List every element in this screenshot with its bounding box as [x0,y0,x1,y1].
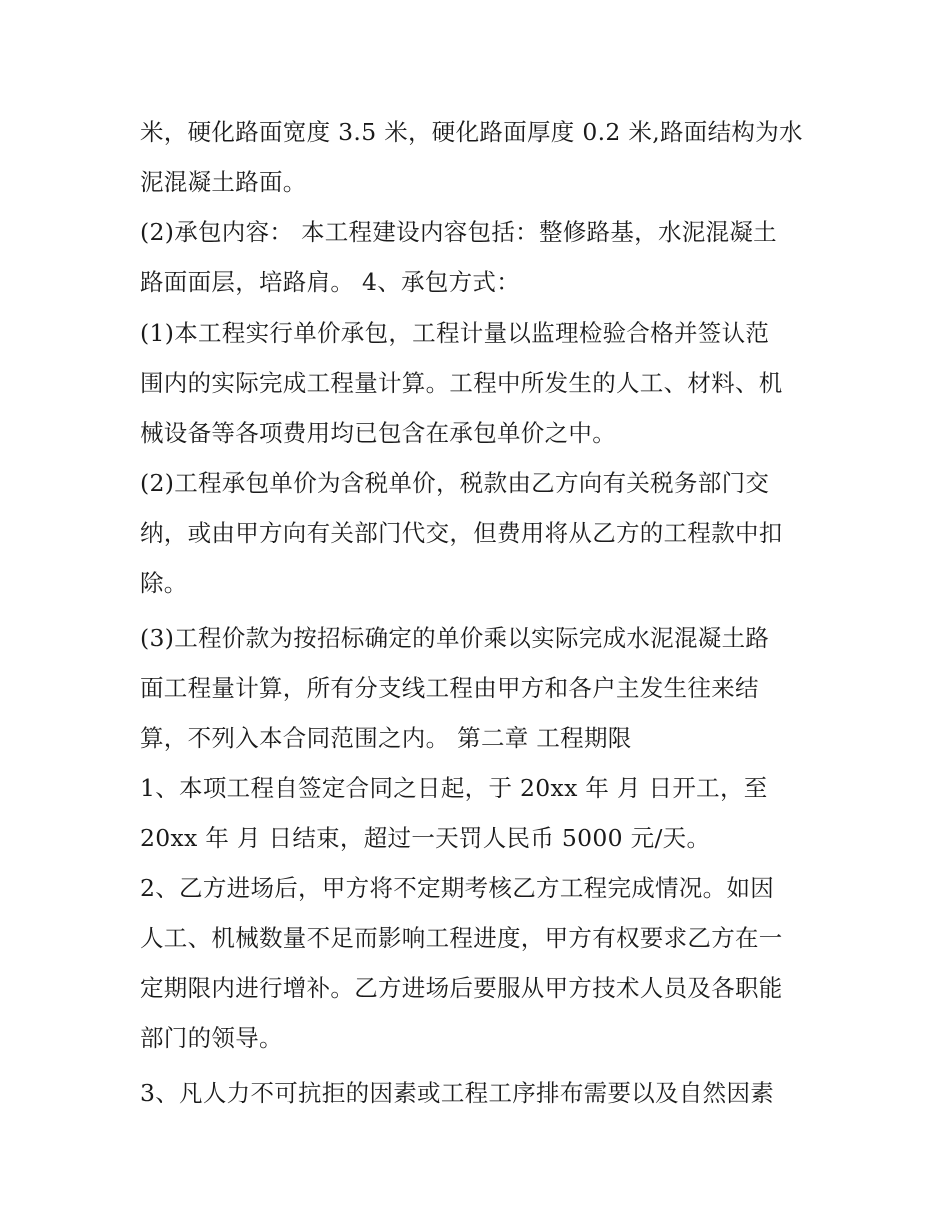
text-line-11: (3)工程价款为按招标确定的单价乘以实际完成水泥混凝土路 [140,624,770,652]
text-line-9: 纳，或由甲方向有关部门代交，但费用将从乙方的工程款中扣 [140,519,783,547]
text-line-16: 2、乙方进场后，甲方将不定期考核乙方工程完成情况。如因 [140,874,775,902]
text-line-3: (2)承包内容： 本工程建设内容包括：整修路基，水泥混凝土 [140,218,777,246]
text-line-4: 路面面层，培路肩。 4、承包方式： [140,268,521,296]
text-line-14: 1、本项工程自签定合同之日起，于 20xx 年 月 日开工，至 [140,774,768,802]
text-line-6: 围内的实际完成工程量计算。工程中所发生的人工、材料、机 [140,369,783,397]
text-line-20: 3、凡人力不可抗拒的因素或工程工序排布需要以及自然因素 [140,1079,775,1107]
text-line-10: 除。 [140,569,188,597]
text-line-15: 20xx 年 月 日结束，超过一天罚人民币 5000 元/天。 [140,824,711,852]
text-line-12: 面工程量计算，所有分支线工程由甲方和各户主发生往来结 [140,674,759,702]
text-line-13: 算，不列入本合同范围之内。 第二章 工程期限 [140,724,632,752]
text-line-19: 部门的领导。 [140,1024,283,1052]
text-line-8: (2)工程承包单价为含税单价，税款由乙方向有关税务部门交 [140,469,770,497]
text-line-5: (1)本工程实行单价承包，工程计量以监理检验合格并签认范 [140,319,770,347]
text-line-2: 泥混凝土路面。 [140,168,307,196]
text-line-18: 定期限内进行增补。乙方进场后要服从甲方技术人员及各职能 [140,974,783,1002]
text-line-7: 械设备等各项费用均已包含在承包单价之中。 [140,419,616,447]
text-line-17: 人工、机械数量不足而影响工程进度，甲方有权要求乙方在一 [140,924,783,952]
text-line-1: 米，硬化路面宽度 3.5 米，硬化路面厚度 0.2 米,路面结构为水 [140,118,803,146]
